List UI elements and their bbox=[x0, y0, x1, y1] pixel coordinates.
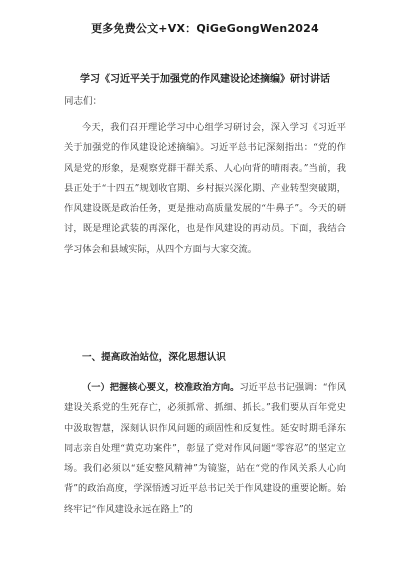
paragraph-intro: 今天，我们召开理论学习中心组学习研讨会，深入学习《习近平关于加强党的作风建设论述摘编》。习近平总书记深刻指出：“党的作风是党的形象，是观察党群干群关系、人心向背的晴雨表。”当前，我县正处于“十四五”规划收官期、乡村振兴深化期、产业转型突破期，作风建设既是政治任务，更是推动高质量发展的“牛鼻子”。今天的研讨，既是理论武装的再深化，也是作风建设的再动员。下面，我结合学习体会和县域实际，从四个方面与大家交流。 bbox=[64, 122, 346, 255]
banner-text: 更多免费公文+VX：QiGeGongWen2024 bbox=[91, 22, 319, 35]
paragraph-body: 习近平总书记强调：“作风建设关系党的生死存亡，必须抓常、抓细、抓长。”我们要从百年党史中汲取智慧，深刻认识作风问题的顽固性和反复性。延安时期毛泽东同志亲自处理“黄克功案件”，彰显了党对作风问题“零容忍”的坚定立场。我们必须以“延安整风精神”为镜鉴，站在“党的作风关系人心向背”的政治高度，学深悟透习近平总书记关于作风建设的重要论断。始终牢记“作风建设永远在路上”的 bbox=[64, 382, 347, 515]
paragraph-section-1 bbox=[64, 378, 346, 520]
document-title: 学习《习近平关于加强党的作风建设论述摘编》研讨讲话 bbox=[80, 74, 330, 85]
paragraph-lead: （一）把握核心要义，校准政治方向。 bbox=[82, 382, 240, 393]
salutation: 同志们： bbox=[64, 96, 103, 107]
section-heading-1: 一、提高政治站位，深化思想认识 bbox=[82, 352, 226, 363]
